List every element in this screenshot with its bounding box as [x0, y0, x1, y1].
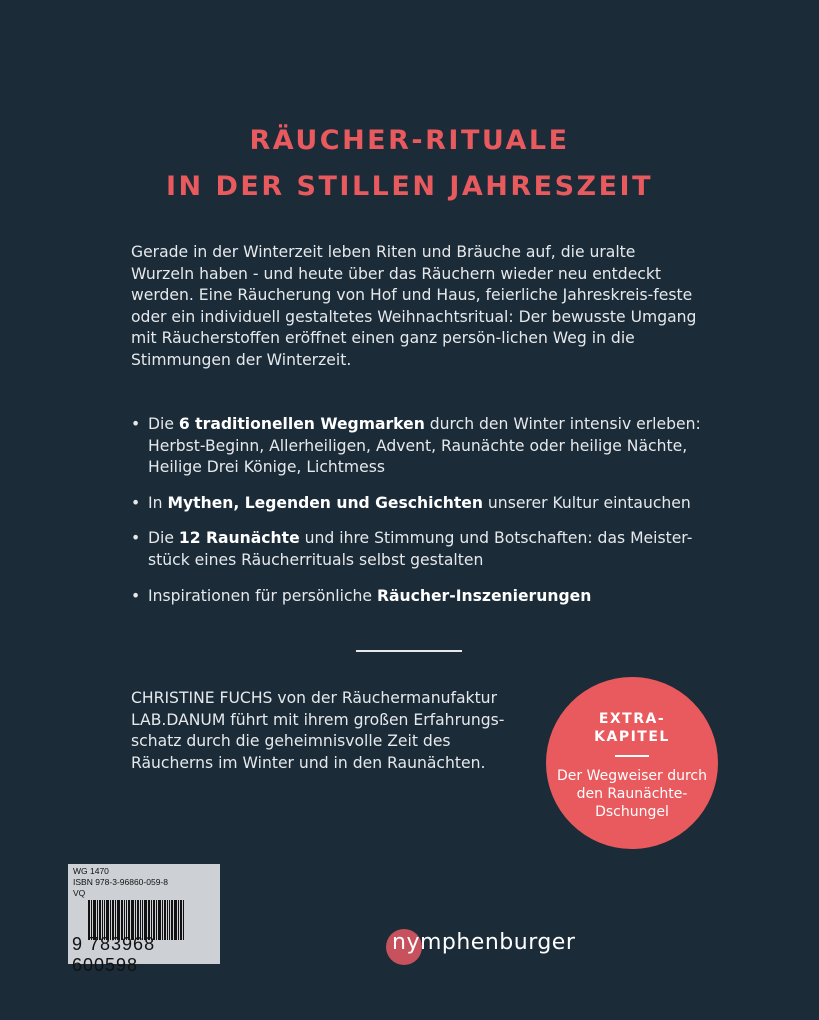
feature-list	[131, 414, 711, 621]
feature-item: • Die 6 traditionellen Wegmarken durch den Winter intensiv erleben: Herbst-Beginn, Allerheiligen, Advent, Raunächte oder heilige Nächte, Heilige Drei Könige, Lichtmess	[131, 414, 711, 479]
badge-title: EXTRA- KAPITEL	[594, 711, 670, 745]
barcode-digits: 9 783968 600598	[72, 934, 156, 975]
publisher-logo	[386, 925, 586, 965]
isbn-barcode-label	[68, 864, 220, 975]
author-blurb: CHRISTINE FUCHS von der Räuchermanufaktur LAB.DANUM führt mit ihrem großen Erfahrungs-schatz durch die geheimnisvolle Zeit des Räucherns im Winter und in den Raunächten.	[131, 689, 505, 772]
publisher-name: nymphenburger	[392, 930, 576, 955]
intro-paragraph: Gerade in der Winterzeit leben Riten und Bräuche auf, die uralte Wurzeln haben - und heute über das Räuchern wieder neu entdeckt werden. Eine Räucherung von Hof und Haus, feierliche Jahreskreis-feste oder ein individuell gestaltetes Weihnachtsritual: Der bewusste Umgang mit Räucherstoffen eröffnet einen ganz persön-lichen Weg in die Stimmungen der Winterzeit.	[131, 243, 697, 369]
badge-divider	[615, 755, 649, 757]
feature-item: • Inspirationen für persönliche Räucher-Inszenierungen	[131, 586, 711, 608]
title-line-2: IN DER STILLEN JAHRESZEIT	[165, 171, 654, 202]
section-divider	[356, 650, 462, 652]
back-cover-title	[0, 118, 819, 210]
feature-item: • In Mythen, Legenden und Geschichten unserer Kultur eintauchen	[131, 493, 711, 515]
title-line-1: RÄUCHER-RITUALE	[249, 125, 570, 156]
extra-chapter-badge	[546, 677, 718, 849]
barcode-meta: WG 1470 ISBN 978-3-96860-059-8 VQ	[73, 866, 168, 898]
feature-item: • Die 12 Raunächte und ihre Stimmung und Botschaften: das Meister-stück eines Räucherrituals selbst gestalten	[131, 528, 711, 571]
badge-text: Der Wegweiser durch den Raunächte- Dschungel	[557, 768, 707, 820]
